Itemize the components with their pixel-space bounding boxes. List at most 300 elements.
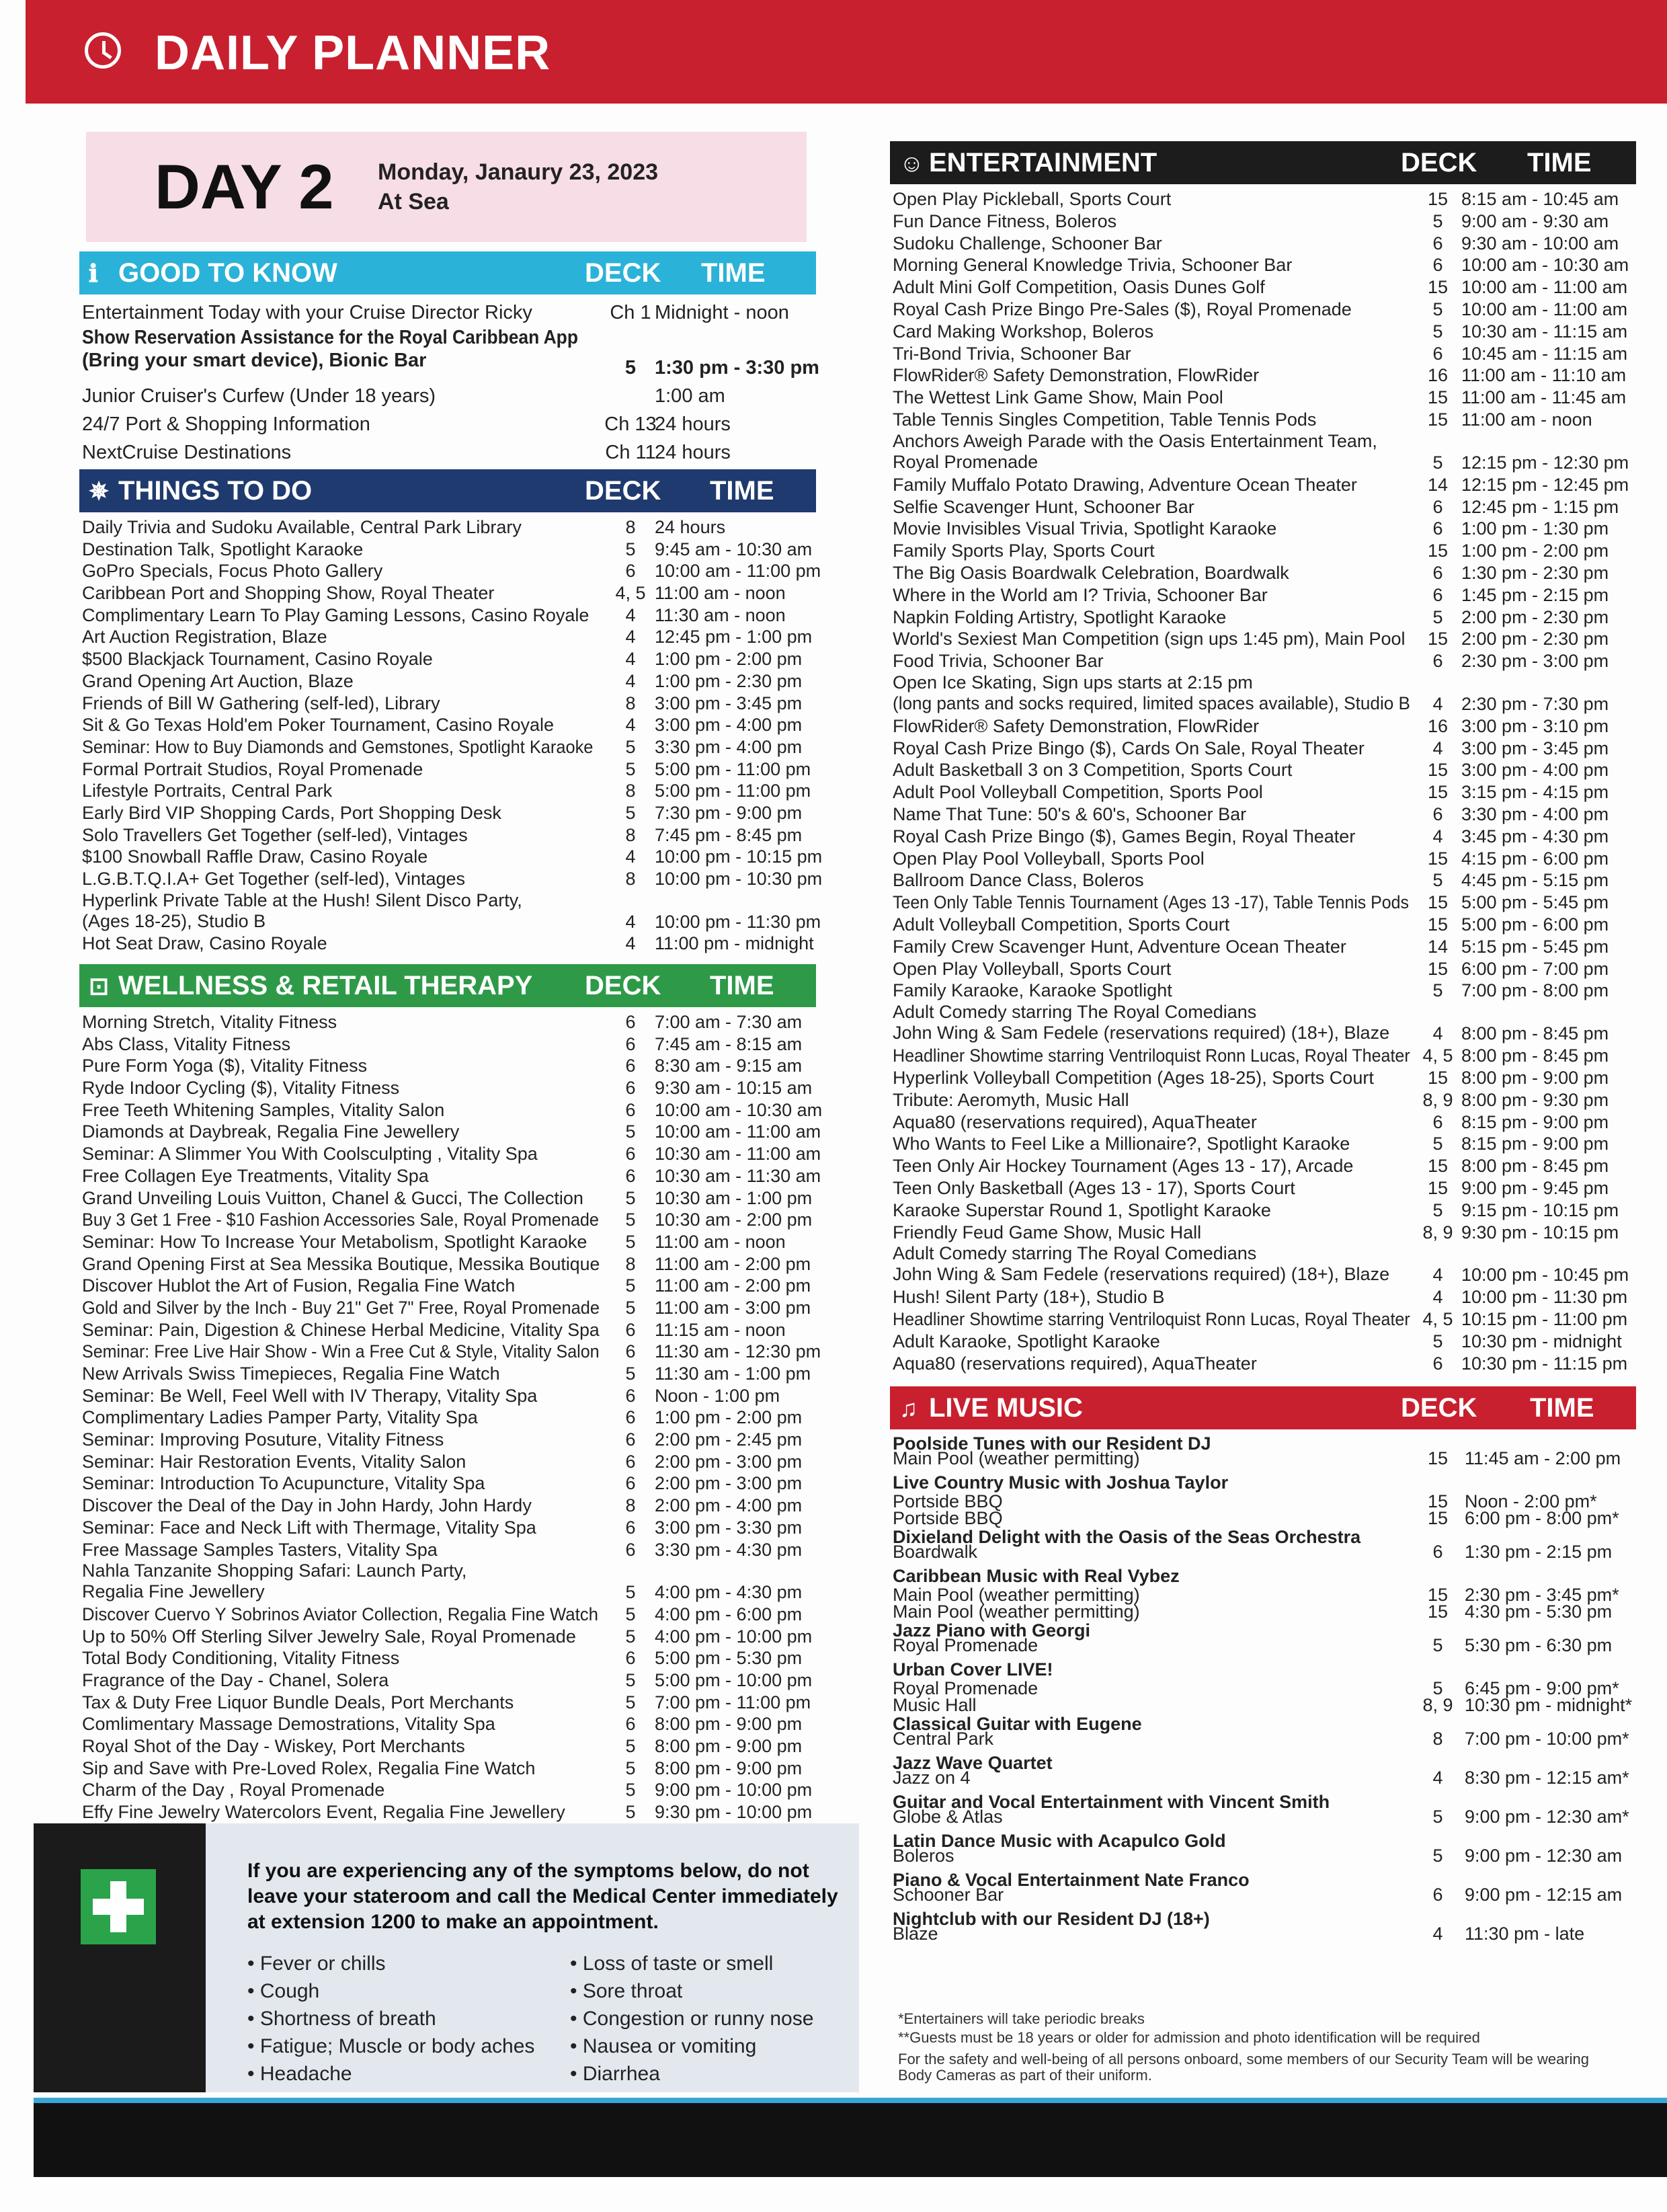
event-name: Hyperlink Volleyball Competition (Ages 18-25), Sports Court [893,1067,1374,1088]
table-row [890,409,1636,431]
deck-value: 6 [625,1056,636,1076]
deck-column-header: DECK [585,476,661,506]
mask-icon: ☺ [899,149,924,177]
deck-value: 15 [1427,848,1449,869]
act-name: Latin Dance Music with Acapulco Gold [893,1831,1226,1851]
event-name: The Big Oasis Boardwalk Celebration, Boardwalk [893,562,1289,583]
table-row [79,560,821,582]
table-row [890,1286,1636,1308]
music-note-icon: ♫ [899,1394,918,1422]
deck-value: 5 [625,1780,636,1801]
event-name: Sit & Go Texas Hold'em Poker Tournament, Casino Royale [82,715,554,736]
time-value: 6:00 pm - 8:00 pm* [1465,1508,1619,1528]
event-name: FlowRider® Safety Demonstration, FlowRider [893,365,1260,386]
deck-value: 15 [1427,1508,1449,1528]
time-value: 3:00 pm - 3:45 pm [1461,738,1609,758]
table-row [79,1011,816,1033]
footnote-text: *Entertainers will take periodic breaks [898,2010,1145,2027]
deck-value: 6 [625,1144,636,1164]
event-name: Karaoke Superstar Round 1, Spotlight Karaoke [893,1199,1271,1220]
time-value: 4:00 pm - 10:00 pm [655,1626,813,1647]
deck-value: 5 [1432,870,1443,891]
symptom-item: • Congestion or runny nose [570,2008,814,2030]
event-name: Hot Seat Draw, Casino Royale [82,933,327,954]
time-value: 9:30 pm - 10:00 pm [655,1802,813,1823]
time-value: 10:00 am - 11:00 am [1461,299,1628,319]
time-value: 1:00 am [655,385,725,407]
venue-name: Boleros [893,1846,954,1866]
time-value: 8:30 pm - 12:15 am* [1465,1768,1629,1788]
venue-name: Portside BBQ [893,1508,1003,1528]
event-name: Adult Pool Volleyball Competition, Sports Pool [893,782,1263,803]
table-row [890,759,1636,781]
deck-value: 6 [625,1517,636,1538]
venue-name: Central Park [893,1729,994,1749]
event-name: Movie Invisibles Visual Trivia, Spotlight Karaoke [893,518,1277,539]
deck-value: 5 [625,1121,636,1142]
deck-value: 15 [1427,629,1449,649]
table-row [79,1517,816,1539]
deck-value: 5 [1432,1199,1443,1220]
deck-value: 5 [625,1297,636,1318]
table-row [890,1002,1636,1045]
event-name: Adult Comedy starring The Royal Comedians [893,1243,1257,1264]
table-row [890,540,1636,562]
deck-value: 6 [625,561,636,582]
time-value: 8:00 pm - 8:45 pm [1461,1023,1609,1044]
time-value: 1:45 pm - 2:15 pm [1461,584,1609,605]
deck-value: 5 [625,1692,636,1712]
time-column-header: TIME [710,476,774,506]
time-value: 3:15 pm - 4:15 pm [1461,782,1609,803]
deck-value: 6 [625,1648,636,1669]
venue-name: Jazz on 4 [893,1768,971,1788]
time-value: 8:00 pm - 9:00 pm [655,1714,803,1735]
event-name: Open Play Pool Volleyball, Sports Pool [893,848,1205,869]
deck-value: 6 [1432,562,1443,583]
time-value: 12:45 pm - 1:15 pm [1461,496,1619,517]
time-value: 11:45 am - 2:00 pm [1465,1448,1621,1468]
venue-name: Main Pool (weather permitting) [893,1585,1140,1605]
deck-column-header: DECK [585,971,661,1000]
event-name: Table Tennis Singles Competition, Table Tennis Pods [893,409,1317,430]
time-value: 10:00 am - 11:00 pm [655,561,821,582]
event-name: Seminar: How To Increase Your Metabolism, Spotlight Karaoke [82,1231,587,1252]
music-venue-row [890,1809,1636,1831]
table-row [79,1165,821,1187]
event-name: Family Karaoke, Karaoke Spotlight [893,980,1172,1001]
event-name: Formal Portrait Studios, Royal Promenade [82,758,423,779]
table-row [890,343,1636,365]
event-name: Open Play Pickleball, Sports Court [893,189,1172,209]
time-value: 2:00 pm - 3:00 pm [655,1473,803,1494]
time-value: 11:00 am - 3:00 pm [655,1297,811,1318]
event-name: Junior Cruiser's Curfew (Under 18 years) [82,385,436,407]
table-row [890,1308,1636,1331]
deck-value: 8, 9 [1422,1222,1453,1242]
event-name: Seminar: Improving Posuture, Vitality Fitness [82,1429,444,1450]
time-value: 6:00 pm - 7:00 pm [1461,958,1609,979]
event-name: Total Body Conditioning, Vitality Fitness [82,1648,400,1669]
deck-value: 4 [625,649,636,670]
deck-value: 5 [625,1364,636,1384]
section-rows [79,299,819,467]
table-row [79,299,816,327]
section-rows [79,516,823,955]
deck-column-header: DECK [1401,1393,1477,1423]
table-row [79,1757,816,1780]
event-name: Up to 50% Off Sterling Silver Jewelry Sale, Royal Promenade [82,1626,576,1647]
deck-value: 4 [625,911,636,932]
time-value: 3:30 pm - 4:00 pm [1461,804,1609,825]
deck-value: 5 [625,1210,636,1230]
deck-value: 5 [625,758,636,779]
table-row [79,1187,816,1210]
table-row [79,1121,821,1143]
time-value: 5:15 pm - 5:45 pm [1461,936,1609,957]
deck-value: 5 [625,1626,636,1647]
table-row [79,890,821,933]
time-value: 2:00 pm - 2:30 pm [1461,629,1609,649]
time-value: 8:00 pm - 9:00 pm [655,1757,803,1778]
time-value: 1:00 pm - 2:00 pm [1461,541,1609,561]
deck-value: 8 [625,1495,636,1516]
music-venue-row [890,1637,1636,1659]
table-row [890,715,1636,738]
deck-value: 4 [625,604,636,625]
table-row [890,254,1636,276]
time-value: 7:00 pm - 8:00 pm [1461,980,1609,1001]
venue-name: Royal Promenade [893,1678,1039,1698]
act-name: Classical Guitar with Eugene [893,1714,1142,1734]
event-name: Tax & Duty Free Liquor Bundle Deals, Port Merchants [82,1692,514,1712]
event-name: Open Ice Skating, Sign ups starts at 2:15 pm [893,672,1253,693]
deck-value: 15 [1427,1491,1449,1511]
time-value: 10:30 am - 2:00 pm [655,1210,813,1230]
deck-value: 6 [1432,1353,1443,1374]
time-value: 10:00 pm - 11:30 pm [655,911,821,932]
event-name: Destination Talk, Spotlight Karaoke [82,539,364,559]
deck-value: 5 [625,1275,636,1296]
deck-value: 6 [625,1012,636,1032]
time-value: 7:00 am - 7:30 am [655,1012,803,1032]
event-name: Discover Hublot the Art of Fusion, Regalia Fine Watch [82,1275,516,1296]
time-value: 3:00 pm - 4:00 pm [655,715,803,736]
table-row [890,1243,1636,1286]
event-name: Sudoku Challenge, Schooner Bar [893,233,1162,253]
time-value: 11:30 pm - late [1465,1924,1585,1944]
time-value: 5:00 pm - 11:00 pm [655,758,811,779]
event-name: Free Teeth Whitening Samples, Vitality Salon [82,1099,445,1120]
deck-value: 15 [1427,387,1449,408]
act-name: Guitar and Vocal Entertainment with Vincent Smith [893,1792,1330,1812]
deck-value: 15 [1427,892,1449,913]
time-column-header: TIME [701,258,766,288]
time-value: 7:00 pm - 11:00 pm [655,1692,811,1712]
time-value: 5:00 pm - 11:00 pm [655,781,811,801]
deck-value: 4 [1432,1924,1443,1944]
deck-value: 5 [625,1582,636,1603]
table-row [890,1222,1636,1244]
table-row [890,1199,1636,1222]
table-row [79,1495,816,1517]
table-row [79,670,816,693]
section-header [890,141,1636,184]
event-name: $500 Blackjack Tournament, Casino Royale [82,649,433,670]
time-value: 10:00 pm - 10:30 pm [655,869,823,889]
table-row [79,626,816,648]
time-column-header: TIME [1527,148,1592,177]
event-name: Hyperlink Private Table at the Hush! Silent Disco Party, [82,890,522,910]
section-wellness [79,964,823,1823]
section-live-music [890,1386,1636,1948]
time-value: 5:30 pm - 6:30 pm [1465,1635,1613,1655]
table-row [79,1275,816,1297]
time-value: 10:30 pm - 11:15 pm [1461,1353,1628,1374]
table-row [79,1209,816,1231]
deck-value: 6 [625,1165,636,1186]
time-value: 5:00 pm - 6:00 pm [1461,914,1609,935]
table-row [79,1539,816,1561]
deck-value: Ch 13 [604,413,657,435]
time-value: 11:00 am - noon [655,583,786,604]
event-name: Hush! Silent Party (18+), Studio B [893,1287,1165,1308]
table-row [890,606,1636,629]
time-value: 10:30 pm - midnight* [1465,1695,1633,1715]
table-row [79,1077,816,1099]
event-name: Diamonds at Daybreak, Regalia Fine Jewellery [82,1121,460,1142]
time-value: 2:00 pm - 3:00 pm [655,1451,803,1472]
deck-value: 5 [1432,210,1443,231]
event-name: GoPro Specials, Focus Photo Gallery [82,561,383,582]
event-name: Teen Only Table Tennis Tournament (Ages 13 -17), Table Tennis Pods [893,892,1409,913]
table-row [79,648,816,670]
time-value: 11:00 am - 11:45 am [1461,387,1627,408]
time-value: 11:30 am - noon [655,604,786,625]
deck-value: 5 [625,1231,636,1252]
music-venue-row [890,1731,1636,1753]
time-value: 2:00 pm - 2:45 pm [655,1429,803,1450]
time-value: 10:00 pm - 11:30 pm [1461,1287,1628,1308]
event-name: Family Sports Play, Sports Court [893,541,1155,561]
deck-value: 5 [1432,1678,1443,1698]
time-value: 4:30 pm - 5:30 pm [1465,1602,1613,1622]
time-value: 8:00 pm - 8:45 pm [1461,1156,1609,1177]
table-row [79,1253,816,1275]
event-name: Teen Only Basketball (Ages 13 - 17), Sports Court [893,1177,1295,1198]
deck-value: 6 [625,1473,636,1494]
event-name: Seminar: Hair Restoration Events, Vitality Salon [82,1451,466,1472]
symptom-item: • Headache [247,2063,352,2085]
table-row [890,210,1636,233]
table-row [890,936,1636,958]
event-name: Buy 3 Get 1 Free - $10 Fashion Accessories Sale, Royal Promenade [82,1210,599,1230]
deck-value: 15 [1427,409,1449,430]
deck-value: 8 [625,517,636,537]
act-name: Urban Cover LIVE! [893,1659,1053,1680]
table-row [890,738,1636,760]
time-value: 8:00 pm - 9:30 pm [1461,1089,1609,1110]
event-name: World's Sexiest Man Competition (sign ups 1:45 pm), Main Pool [893,629,1406,649]
deck-value: 15 [1427,1585,1449,1605]
event-name: Ballroom Dance Class, Boleros [893,870,1144,891]
bag-icon: ⊡ [89,972,110,1000]
table-row [79,868,823,890]
table-row [79,1801,816,1823]
time-value: 8:30 am - 9:15 am [655,1056,803,1076]
venue-name: Schooner Bar [893,1885,1004,1905]
table-row [79,1647,816,1669]
deck-value: 5 [1432,321,1443,342]
medical-cross-icon [81,1869,156,1944]
deck-value: 6 [625,1385,636,1406]
event-name: The Wettest Link Game Show, Main Pool [893,387,1223,408]
event-name: Sip and Save with Pre-Loved Rolex, Regalia Fine Watch [82,1757,536,1778]
time-value: 9:30 am - 10:00 am [1461,233,1619,253]
event-name: Adult Basketball 3 on 3 Competition, Sports Court [893,760,1293,781]
deck-value: 4, 5 [615,583,646,604]
time-value: 24 hours [655,441,731,463]
section-header [79,469,816,512]
symptom-item: • Nausea or vomiting [570,2035,757,2057]
table-row [890,1111,1636,1134]
event-name: Royal Cash Prize Bingo ($), Games Begin, Royal Theater [893,826,1356,846]
event-name: Complimentary Learn To Play Gaming Lessons, Casino Royale [82,604,589,625]
table-row [890,276,1636,299]
time-value: 8:00 pm - 9:00 pm [655,1736,803,1757]
time-value: 4:45 pm - 5:15 pm [1461,870,1609,891]
table-row [890,1155,1636,1177]
table-row [79,582,816,604]
time-value: Noon - 2:00 pm* [1465,1491,1597,1511]
table-row [890,1045,1636,1067]
deck-value: 16 [1427,365,1449,386]
event-name: Teen Only Air Hockey Tournament (Ages 13 - 17), Arcade [893,1156,1354,1177]
table-row [79,1231,816,1253]
table-row [79,1099,823,1121]
table-row [890,562,1636,584]
deck-value: 5 [1432,299,1443,319]
time-value: 11:00 pm - midnight [655,933,814,954]
table-row [79,1143,821,1165]
medical-notice [34,1823,859,2092]
time-value: 11:30 am - 12:30 pm [655,1341,821,1362]
time-value: 8:00 pm - 8:45 pm [1461,1045,1609,1066]
event-name: Adult Volleyball Competition, Sports Court [893,914,1230,935]
event-name: Adult Mini Golf Competition, Oasis Dunes Golf [893,277,1265,298]
time-value: 10:00 am - 11:00 am [1461,277,1628,298]
music-venue-row [890,1450,1636,1472]
time-value: 9:15 pm - 10:15 pm [1461,1199,1619,1220]
table-row [890,1353,1636,1375]
event-name: Aqua80 (reservations required), AquaTheater [893,1353,1257,1374]
event-name: Free Massage Samples Tasters, Vitality Spa [82,1539,438,1560]
time-value: 10:00 am - 10:30 am [1461,255,1629,276]
table-row [890,387,1636,409]
music-venue-row [890,1697,1636,1714]
event-name: FlowRider® Safety Demonstration, FlowRider [893,715,1260,736]
table-row [79,1055,816,1077]
event-name: Adult Comedy starring The Royal Comedians [893,1002,1257,1023]
table-row [79,1692,816,1714]
deck-value: 5 [1432,452,1443,473]
table-row [890,803,1636,826]
deck-value: 15 [1427,1067,1449,1088]
deck-value: 5 [625,539,636,559]
event-name: Seminar: How to Buy Diamonds and Gemstones, Spotlight Karaoke [82,736,594,757]
act-name: Caribbean Music with Real Vybez [893,1566,1180,1586]
act-name: Jazz Piano with Georgi [893,1620,1091,1641]
time-value: 1:00 pm - 1:30 pm [1461,518,1609,539]
event-name: Solo Travellers Get Together (self-led), Vintages [82,824,468,845]
event-name: Royal Shot of the Day - Wiskey, Port Merchants [82,1736,465,1757]
deck-value: 4 [625,627,636,647]
deck-value: 15 [1427,189,1449,209]
music-act [890,1566,1636,1587]
time-value: 7:30 pm - 9:00 pm [655,802,803,823]
event-name: Fun Dance Fitness, Boleros [893,210,1117,231]
deck-value: 6 [625,1407,636,1428]
time-value: 4:00 pm - 4:30 pm [655,1582,803,1603]
table-row [890,188,1636,210]
table-row [890,1089,1636,1111]
section-header [79,964,816,1007]
deck-value: 5 [1432,1846,1443,1866]
time-value: 10:30 am - 11:00 am [655,1144,821,1164]
time-value: 9:00 pm - 10:00 pm [655,1780,813,1801]
event-name: Adult Karaoke, Spotlight Karaoke [893,1331,1160,1351]
deck-value: 4 [625,933,636,954]
day-header [86,132,807,242]
deck-value: 6 [1432,651,1443,672]
deck-value: 5 [625,1802,636,1823]
table-row [890,848,1636,870]
deck-value: 15 [1427,277,1449,298]
event-name: Complimentary Ladies Pamper Party, Vitality Spa [82,1407,478,1428]
time-value: 8:00 pm - 9:00 pm [1461,1067,1609,1088]
event-name: Free Collagen Eye Treatments, Vitality Spa [82,1165,429,1186]
event-name: Friends of Bill W Gathering (self-led), Library [82,693,440,713]
table-row [890,781,1636,803]
time-value: 3:00 pm - 4:00 pm [1461,760,1609,781]
event-name: Family Muffalo Potato Drawing, Adventure Ocean Theater [893,474,1357,495]
time-value: 9:00 am - 9:30 am [1461,210,1609,231]
music-venue-row [890,1510,1636,1527]
deck-value: 8, 9 [1422,1695,1453,1715]
event-name: Seminar: Introduction To Acupuncture, Vitality Spa [82,1473,485,1494]
deck-value: 6 [1432,584,1443,605]
event-name: Art Auction Registration, Blaze [82,627,327,647]
table-row [79,1472,816,1495]
music-venue-row [890,1544,1636,1566]
day-label: DAY 2 [155,151,334,222]
section-things-to-do [79,469,823,955]
deck-value: 15 [1427,760,1449,781]
deck-value: 6 [1432,343,1443,364]
deck-value: 15 [1427,1602,1449,1622]
event-name: Effy Fine Jewelry Watercolors Event, Regalia Fine Jewellery [82,1802,565,1823]
table-row [890,518,1636,540]
table-row [79,539,816,561]
deck-value: 5 [625,802,636,823]
deck-value: 15 [1427,1448,1449,1468]
deck-value: 5 [1432,1807,1443,1827]
event-name: NextCruise Destinations [82,441,292,463]
deck-value: 6 [1432,233,1443,253]
event-name: Seminar: Face and Neck Lift with Thermage, Vitality Spa [82,1517,536,1538]
info-icon: ℹ [89,260,98,287]
section-entertainment [890,141,1636,1374]
